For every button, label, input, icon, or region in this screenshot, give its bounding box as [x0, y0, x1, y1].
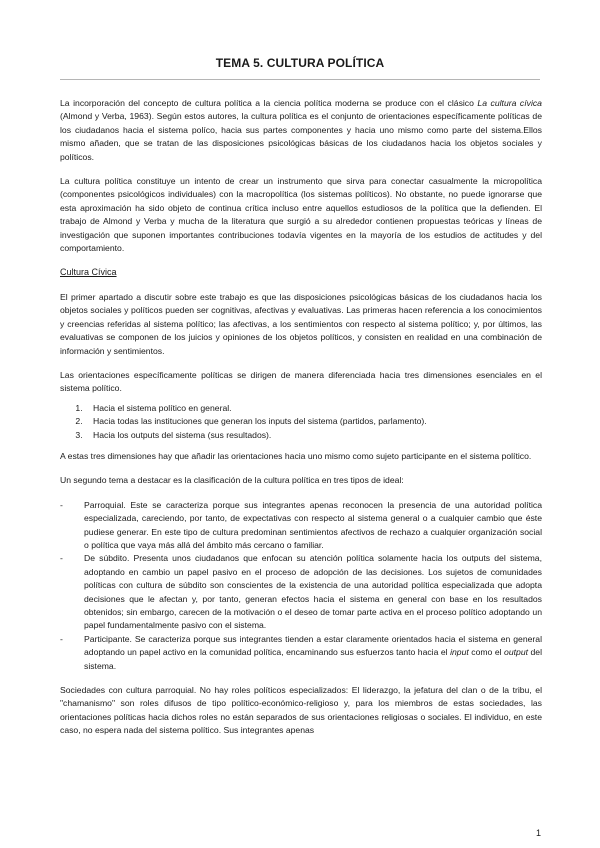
intro-paragraph-1 — [60, 97, 542, 164]
list-item: 3. Hacia los outputs del sistema (sus resultados). — [85, 429, 542, 442]
title-divider — [60, 79, 540, 80]
page-number: 1 — [535, 828, 541, 838]
output-term: output — [504, 647, 529, 658]
input-term: input — [450, 647, 469, 658]
dimensions-list — [60, 402, 542, 442]
book-title: La cultura cívica — [477, 98, 542, 108]
document-body — [60, 97, 542, 749]
section-paragraph-4: Un segundo tema a destacar es la clasificación de la cultura política en tres tipos de ideal: — [60, 475, 404, 486]
culture-types-list — [60, 499, 542, 673]
list-item — [60, 633, 542, 673]
list-item: 2. Hacia todas las instituciones que generan los inputs del sistema (partidos, parlamento). — [85, 415, 542, 428]
intro-p1-text: La incorporación del concepto de cultura política a la ciencia política moderna se produce con el clásico — [60, 98, 478, 108]
intro-p1-text-end: (Almond y Verba, 1963). Según estos autores, la cultura política es el conjunto de orientaciones específicamente políticas de los ciudadanos hacia el sistema políco, hacia sus partes componentes y hacia uno mismo como parte del sistema.Ellos mismo añaden, que se tratan de las disposiciones psicológicas básicas de los ciudadanos hacia los objetos sociales y políticos. — [60, 111, 542, 162]
list-item-text: De súbdito. Presenta unos ciudadanos que enfocan su atención política solamente hacia los outputs del sistema, adoptando en cambio un papel pasivo en el proceso de adopción de las decisiones. Los sujetos de comunidades políticas con cultura de súbdito son conscientes de la existencia de una autoridad política especializada que adopta decisiones que le afectan y, por tanto, generan efectos hacia el sistema en general con base en los resultados obtenidos; sin embargo, carecen de la motivación o el deseo de tomar parte activa en el proceso político adoptando un papel fundamentalmente pasivo con el sistema. — [84, 553, 542, 631]
list-item-text: Participante. Se caracteriza porque sus integrantes tienden a estar claramente orientados hacia el sistema en general adoptando un papel activo en la comunidad política, encaminando sus esfuerzos tanto hacia el — [84, 633, 542, 658]
list-item — [60, 552, 542, 632]
list-dash: - — [60, 633, 63, 644]
intro-paragraph-2: La cultura política constituye un intento de crear un instrumento que sirva para conectar casualmente la micropolítica (componentes psicológicos individuales) con la macropolítica (los sistemas políticos). No obstante, no puede ignorarse que esta aproximación ha sido objeto de continua crítica incluso entre aquellos estudiosos de la política que la defienden. El trabajo de Almond y Verba y mucha de la literatura que surgió a su alrededor contienen propuestas teóricas y líneas de investigación que suponen importantes contribuciones todavía vigentes en la mayoría de los estudios de actitudes y del comportamiento. — [60, 176, 542, 254]
section-paragraph-1: El primer apartado a discutir sobre este trabajo es que las disposiciones psicológicas básicas de los ciudadanos hacia los objetos sociales y políticos pueden ser cognitivas, afectivas y evaluativas. Las primeras hacen referencia a los conocimientos y creencias referidas al sistema político; las afectivas, a los sentimientos con respecto al sistema político; y, por últimos, las evaluativas se componen de los juicios y opiniones de los objetos políticos, y consisten en realidad en una combinación de información y sentimientos. — [60, 291, 542, 356]
list-item-text: Parroquial. Este se caracteriza porque sus integrantes apenas reconocen la presencia de una autoridad política especializada, careciendo, por tanto, de expectativas con respecto al sistema general o a cualquier cambio que éste pudiese generar. En este tipo de cultura predominan sentimientos afectivos de rechazo a cualquier organización social o política que vaya más allá del ámbito más cercano o familiar. — [84, 499, 542, 550]
list-item: 1. Hacia el sistema político en general. — [85, 402, 542, 415]
section-heading: Cultura Cívica — [60, 267, 117, 278]
page-title: TEMA 5. CULTURA POLÍTICA — [215, 56, 385, 70]
section-paragraph-3: A estas tres dimensiones hay que añadir las orientaciones hacia uno mismo como sujeto participante en el sistema político. — [60, 450, 532, 461]
list-dash: - — [60, 499, 63, 510]
list-item-text: como el — [468, 647, 505, 658]
list-item — [60, 499, 542, 553]
section-paragraph-2: Las orientaciones específicamente políticas se dirigen de manera diferenciada hacia tres dimensiones esenciales en el sistema político. — [60, 369, 542, 394]
list-dash: - — [60, 553, 63, 564]
list-item-text: del sistema. — [84, 647, 543, 671]
section-paragraph-5: Sociedades con cultura parroquial. No hay roles políticos especializados: El liderazgo, la jefatura del clan o de la tribu, el "chamanismo" son roles difusos de tipo político-económico-religioso y, para los miembros de estas sociedades, las orientaciones políticas hacia dichos roles no están separados de sus orientaciones religiosas o sociales. El individuo, en este caso, no espera nada del sistema político. Sus integrantes apenas — [60, 685, 542, 736]
